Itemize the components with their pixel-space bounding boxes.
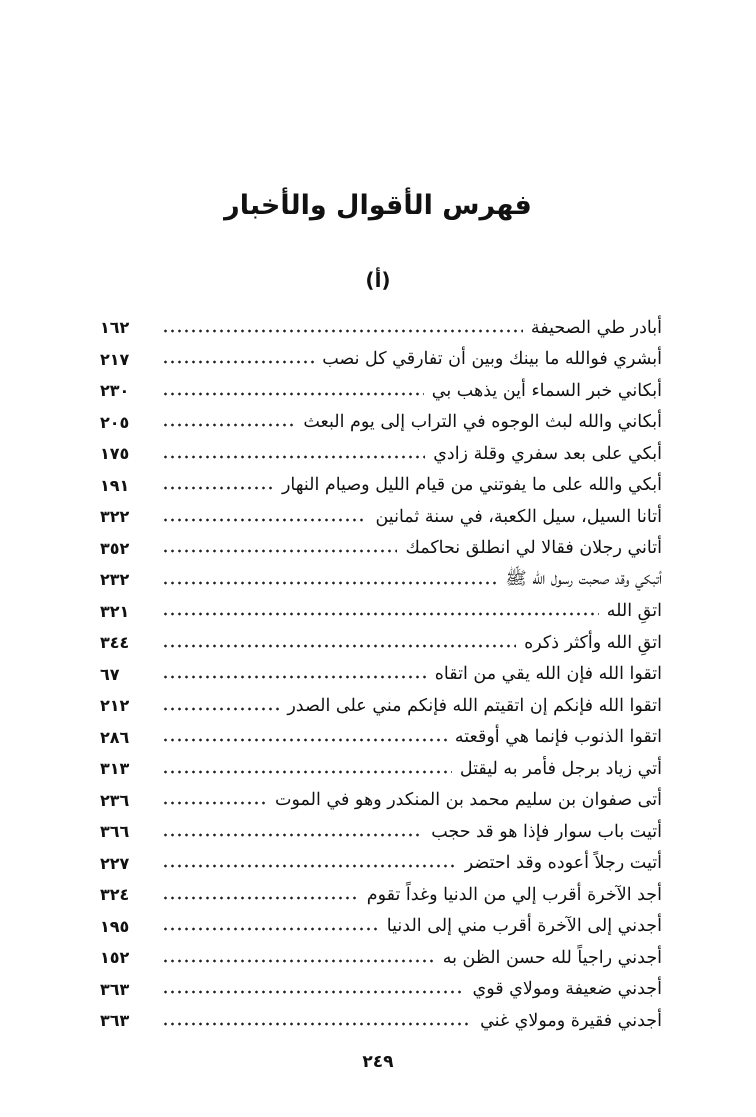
dot-leader (162, 863, 457, 869)
page-number: ٢٤٩ (362, 1052, 394, 1072)
dot-leader (162, 359, 314, 365)
entry-text: أجدني فقيرة ومولاي غني (480, 1010, 662, 1031)
index-entry (100, 470, 662, 502)
entry-text: أبشري فوالله ما بينك وبين أن تفارقي كل نصب (322, 349, 662, 370)
entry-page-number: ٣٦٣ (100, 1011, 130, 1031)
dot-leader (162, 769, 452, 775)
entry-text: أبكي والله على ما يفوتني من قيام الليل وصيام النهار (281, 475, 662, 496)
entry-text: أبكي على بعد سفري وقلة زادي (433, 443, 662, 464)
dot-leader (162, 674, 427, 680)
section-heading: (أ) (365, 268, 391, 292)
dot-leader (162, 611, 599, 617)
dot-leader (162, 706, 279, 712)
entry-page-number: ١٩٥ (100, 916, 130, 936)
entry-page-number: ٢٨٦ (100, 727, 130, 747)
dot-leader (162, 391, 424, 397)
dot-leader (162, 895, 359, 901)
index-entry (100, 659, 662, 691)
dot-leader (162, 548, 397, 554)
index-entry (100, 816, 662, 848)
entry-page-number: ٢٠٥ (100, 412, 130, 432)
index-entry (100, 438, 662, 470)
dot-leader (162, 328, 523, 334)
index-entry (100, 344, 662, 376)
entry-text: أتى صفوان بن سليم محمد بن المنكدر وهو في الموت (275, 790, 662, 811)
entry-text: اتقِ الله وأكثر ذكره (524, 632, 662, 653)
index-entry (100, 627, 662, 659)
entry-text: أجد الآخرة أقرب إلي من الدنيا وغداً تقوم (366, 884, 662, 905)
dot-leader (162, 422, 295, 428)
dot-leader (162, 517, 367, 523)
entry-text: اتقوا الذنوب فإنما هي أوقعته (454, 727, 662, 748)
entry-page-number: ٣٦٦ (100, 822, 130, 842)
index-entry (100, 564, 662, 596)
entry-page-number: ٢٣٠ (100, 381, 130, 401)
entry-page-number: ٢٢٧ (100, 853, 130, 873)
entry-text: أتبكي وقد صحبت رسول الله ﷺ (505, 568, 662, 589)
entry-text: أتي زياد برجل فأمر به ليقتل (459, 758, 662, 779)
entry-page-number: ٣٢١ (100, 601, 130, 621)
dot-leader (162, 485, 274, 491)
index-entry (100, 722, 662, 754)
index-entry (100, 312, 662, 344)
entry-page-number: ٦٧ (100, 664, 120, 684)
entry-page-number: ٢٣٦ (100, 790, 130, 810)
entry-page-number: ٣٤٤ (100, 633, 130, 653)
index-entry (100, 690, 662, 722)
index-entry (100, 375, 662, 407)
entry-text: أجدني راجياً لله حسن الظن به (442, 947, 662, 968)
index-entry (100, 974, 662, 1006)
index-entry (100, 911, 662, 943)
entry-page-number: ١٧٥ (100, 444, 130, 464)
dot-leader (162, 958, 435, 964)
dot-leader (162, 643, 516, 649)
entry-page-number: ٣٢٤ (100, 885, 130, 905)
entry-page-number: ١٩١ (100, 475, 130, 495)
entry-text: أتانا السيل، سيل الكعبة، في سنة ثمانين (375, 506, 662, 527)
dot-leader (162, 800, 267, 806)
index-entry (100, 785, 662, 817)
index-entry (100, 533, 662, 565)
dot-leader (162, 832, 423, 838)
index-entry (100, 1005, 662, 1037)
entry-text: أبادر طي الصحيفة (530, 317, 662, 338)
index-entry (100, 596, 662, 628)
dot-leader (162, 580, 498, 586)
entry-text: أتيت رجلاً أعوده وقد احتضر (464, 853, 662, 874)
entry-text: أبكاني والله لبث الوجوه في التراب إلى يوم البعث (303, 412, 662, 433)
entry-text: اتقوا الله فإن الله يقي من اتقاه (434, 664, 662, 685)
entry-page-number: ١٥٢ (100, 948, 130, 968)
entry-page-number: ٢١٧ (100, 349, 130, 369)
dot-leader (162, 454, 425, 460)
entry-page-number: ٢٣٢ (100, 570, 130, 590)
dot-leader (162, 989, 465, 995)
dot-leader (162, 737, 447, 743)
entry-page-number: ١٦٢ (100, 318, 130, 338)
page-title: فهرس الأقوال والأخبار (224, 190, 532, 221)
entry-text: أجدني إلى الآخرة أقرب مني إلى الدنيا (386, 916, 662, 937)
index-entry (100, 407, 662, 439)
entry-page-number: ٢١٢ (100, 696, 130, 716)
index-entry (100, 879, 662, 911)
index-entry (100, 848, 662, 880)
entry-page-number: ٣٥٢ (100, 538, 130, 558)
index-entry (100, 501, 662, 533)
entry-text: اتقوا الله فإنكم إن اتقيتم الله فإنكم مني على الصدر (287, 695, 662, 716)
entry-text: أجدني ضعيفة ومولاي قوي (472, 979, 662, 1000)
index-list (100, 312, 662, 1037)
dot-leader (162, 926, 379, 932)
index-entry (100, 753, 662, 785)
entry-page-number: ٣٦٣ (100, 979, 130, 999)
index-entry (100, 942, 662, 974)
entry-page-number: ٣١٣ (100, 759, 130, 779)
entry-text: أتاني رجلان فقالا لي انطلق نحاكمك (405, 538, 662, 559)
entry-page-number: ٣٢٢ (100, 507, 130, 527)
entry-text: أتيت باب سوار فإذا هو قد حجب (431, 821, 662, 842)
entry-text: أبكاني خبر السماء أين يذهب بي (431, 380, 662, 401)
entry-text: اتقِ الله (606, 601, 662, 622)
dot-leader (162, 1021, 472, 1027)
